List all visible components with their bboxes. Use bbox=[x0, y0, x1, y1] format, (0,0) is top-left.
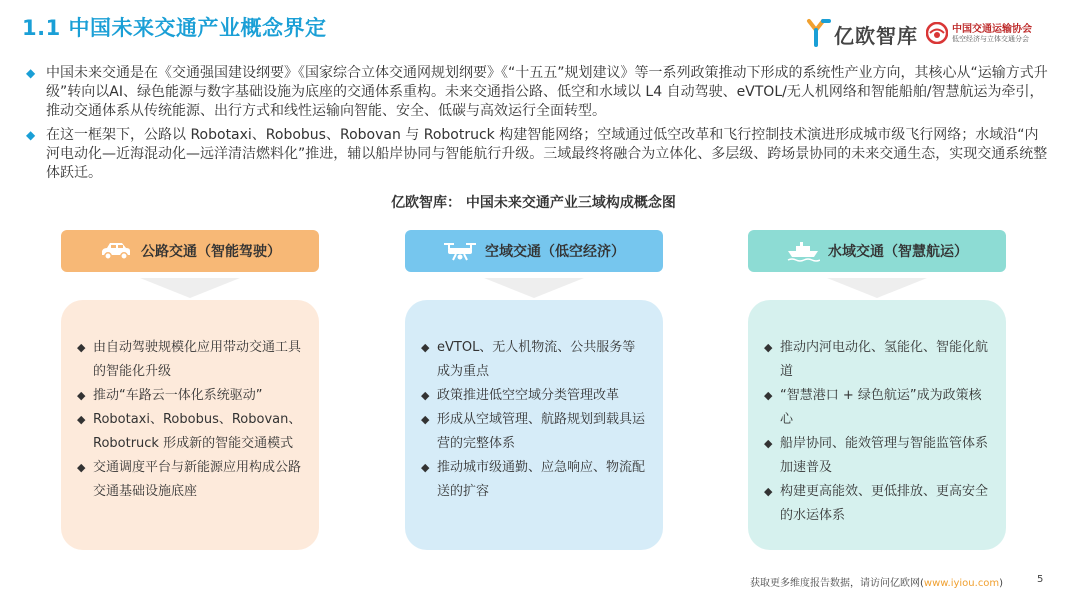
air-transport-heading: 空域交通（低空经济） bbox=[485, 244, 625, 260]
list-item: ◆ “智慧港口 + 绿色航运”成为政策核心 bbox=[764, 384, 990, 432]
list-item: ◆ 船岸协同、能效管理与智能监管体系加速普及 bbox=[764, 432, 990, 480]
water-transport-card bbox=[748, 300, 1006, 550]
bullet-diamond-icon: ◆ bbox=[764, 437, 773, 450]
association-emblem-icon bbox=[926, 22, 948, 44]
association-name: 中国交通运输协会 bbox=[952, 24, 1032, 35]
bullet-diamond-icon: ◆ bbox=[421, 413, 430, 426]
list-item: ◆ 构建更高能效、更低排放、更高安全的水运体系 bbox=[764, 480, 990, 528]
car-icon bbox=[99, 240, 133, 262]
bullet-diamond-icon: ◆ bbox=[421, 461, 430, 474]
bullet-diamond-icon: ◆ bbox=[26, 128, 36, 142]
ship-icon bbox=[786, 240, 820, 262]
water-transport-heading: 水域交通（智慧航运） bbox=[828, 244, 968, 260]
bullet-diamond-icon: ◆ bbox=[77, 413, 86, 426]
yiou-logo-icon bbox=[806, 18, 832, 48]
bullet-diamond-icon: ◆ bbox=[764, 341, 773, 354]
yiou-logo-text: 亿欧智库 bbox=[834, 24, 918, 48]
intro-bullet-text: 在这一框架下，公路以 Robotaxi、Robobus、Robovan 与 Robotruck 构建智能网络；空域通过低空改革和飞行控制技术演进形成城市级飞行网络；水域沿“内河电动化—近海混动化—远洋清洁燃料化”推进，辅以船岸协同与智能航行升级。三域最终将融合为立体化、多层级、跨场景协同的未来交通生态，实现交通系统整体跃迁。 bbox=[46, 127, 1048, 181]
intro-bullet-text: 中国未来交通是在《交通强国建设纲要》《国家综合立体交通网规划纲要》《“十五五”规划建议》等一系列政策推动下形成的系统性产业方向，其核心从“运输方式升级”转向以AI、绿色能源与数字基础设施为底座的交通体系重构。未来交通指公路、低空和水域以 L4 自动驾驶、eVTOL/无人机网络和智能船舶/智慧航运为牵引，推动交通体系从传统能源、出行方式和线性运输向智能、安全、低碳与高效运行全面转型。 bbox=[46, 65, 1048, 119]
water-transport-header bbox=[748, 230, 1006, 272]
bullet-diamond-icon: ◆ bbox=[764, 485, 773, 498]
list-item: ◆ 交通调度平台与新能源应用构成公路交通基础设施底座 bbox=[77, 456, 303, 504]
intro-bullets bbox=[26, 64, 1051, 188]
road-transport-heading: 公路交通（智能驾驶） bbox=[141, 244, 281, 260]
bullet-diamond-icon: ◆ bbox=[421, 389, 430, 402]
figure-title: 亿欧智库： 中国未来交通产业三域构成概念图 bbox=[391, 195, 676, 211]
intro-bullet bbox=[26, 64, 1051, 121]
list-item: ◆ 形成从空域管理、航路规划到载具运营的完整体系 bbox=[421, 408, 647, 456]
list-item: ◆ 推动城市级通勤、应急响应、物流配送的扩容 bbox=[421, 456, 647, 504]
footer-link[interactable]: www.iyiou.com bbox=[923, 578, 1000, 589]
list-item: ◆ 政策推进低空空域分类管理改革 bbox=[421, 384, 647, 408]
chevron-down-icon bbox=[827, 278, 927, 298]
bullet-diamond-icon: ◆ bbox=[764, 389, 773, 402]
association-logo bbox=[926, 20, 1056, 46]
chevron-down-icon bbox=[140, 278, 240, 298]
air-transport-card bbox=[405, 300, 663, 550]
bullet-diamond-icon: ◆ bbox=[77, 389, 86, 402]
drone-icon bbox=[443, 240, 477, 262]
chevron-down-icon bbox=[484, 278, 584, 298]
air-transport-column bbox=[405, 230, 663, 550]
list-item: ◆ Robotaxi、Robobus、Robovan、Robotruck 形成新的智能交通模式 bbox=[77, 408, 303, 456]
bullet-diamond-icon: ◆ bbox=[77, 341, 86, 354]
association-subtitle: 低空经济与立体交通分会 bbox=[952, 35, 1029, 43]
footer-note: 获取更多维度报告数据，请访问亿欧网(www.iyiou.com) bbox=[750, 578, 1004, 589]
road-transport-column bbox=[61, 230, 319, 550]
bullet-diamond-icon: ◆ bbox=[77, 461, 86, 474]
intro-bullet bbox=[26, 126, 1051, 183]
water-transport-column bbox=[748, 230, 1006, 550]
page-number: 5 bbox=[1037, 574, 1044, 585]
list-item: ◆ 由自动驾驶规模化应用带动交通工具的智能化升级 bbox=[77, 336, 303, 384]
list-item: ◆ 推动“车路云一体化系统驱动” bbox=[77, 384, 303, 408]
list-item: ◆ eVTOL、无人机物流、公共服务等成为重点 bbox=[421, 336, 647, 384]
road-transport-card bbox=[61, 300, 319, 550]
air-transport-header bbox=[405, 230, 663, 272]
page-title: 1.1 中国未来交通产业概念界定 bbox=[22, 16, 327, 40]
list-item: ◆ 推动内河电动化、氢能化、智能化航道 bbox=[764, 336, 990, 384]
yiou-logo bbox=[806, 18, 924, 48]
bullet-diamond-icon: ◆ bbox=[26, 66, 36, 80]
bullet-diamond-icon: ◆ bbox=[421, 341, 430, 354]
road-transport-header bbox=[61, 230, 319, 272]
